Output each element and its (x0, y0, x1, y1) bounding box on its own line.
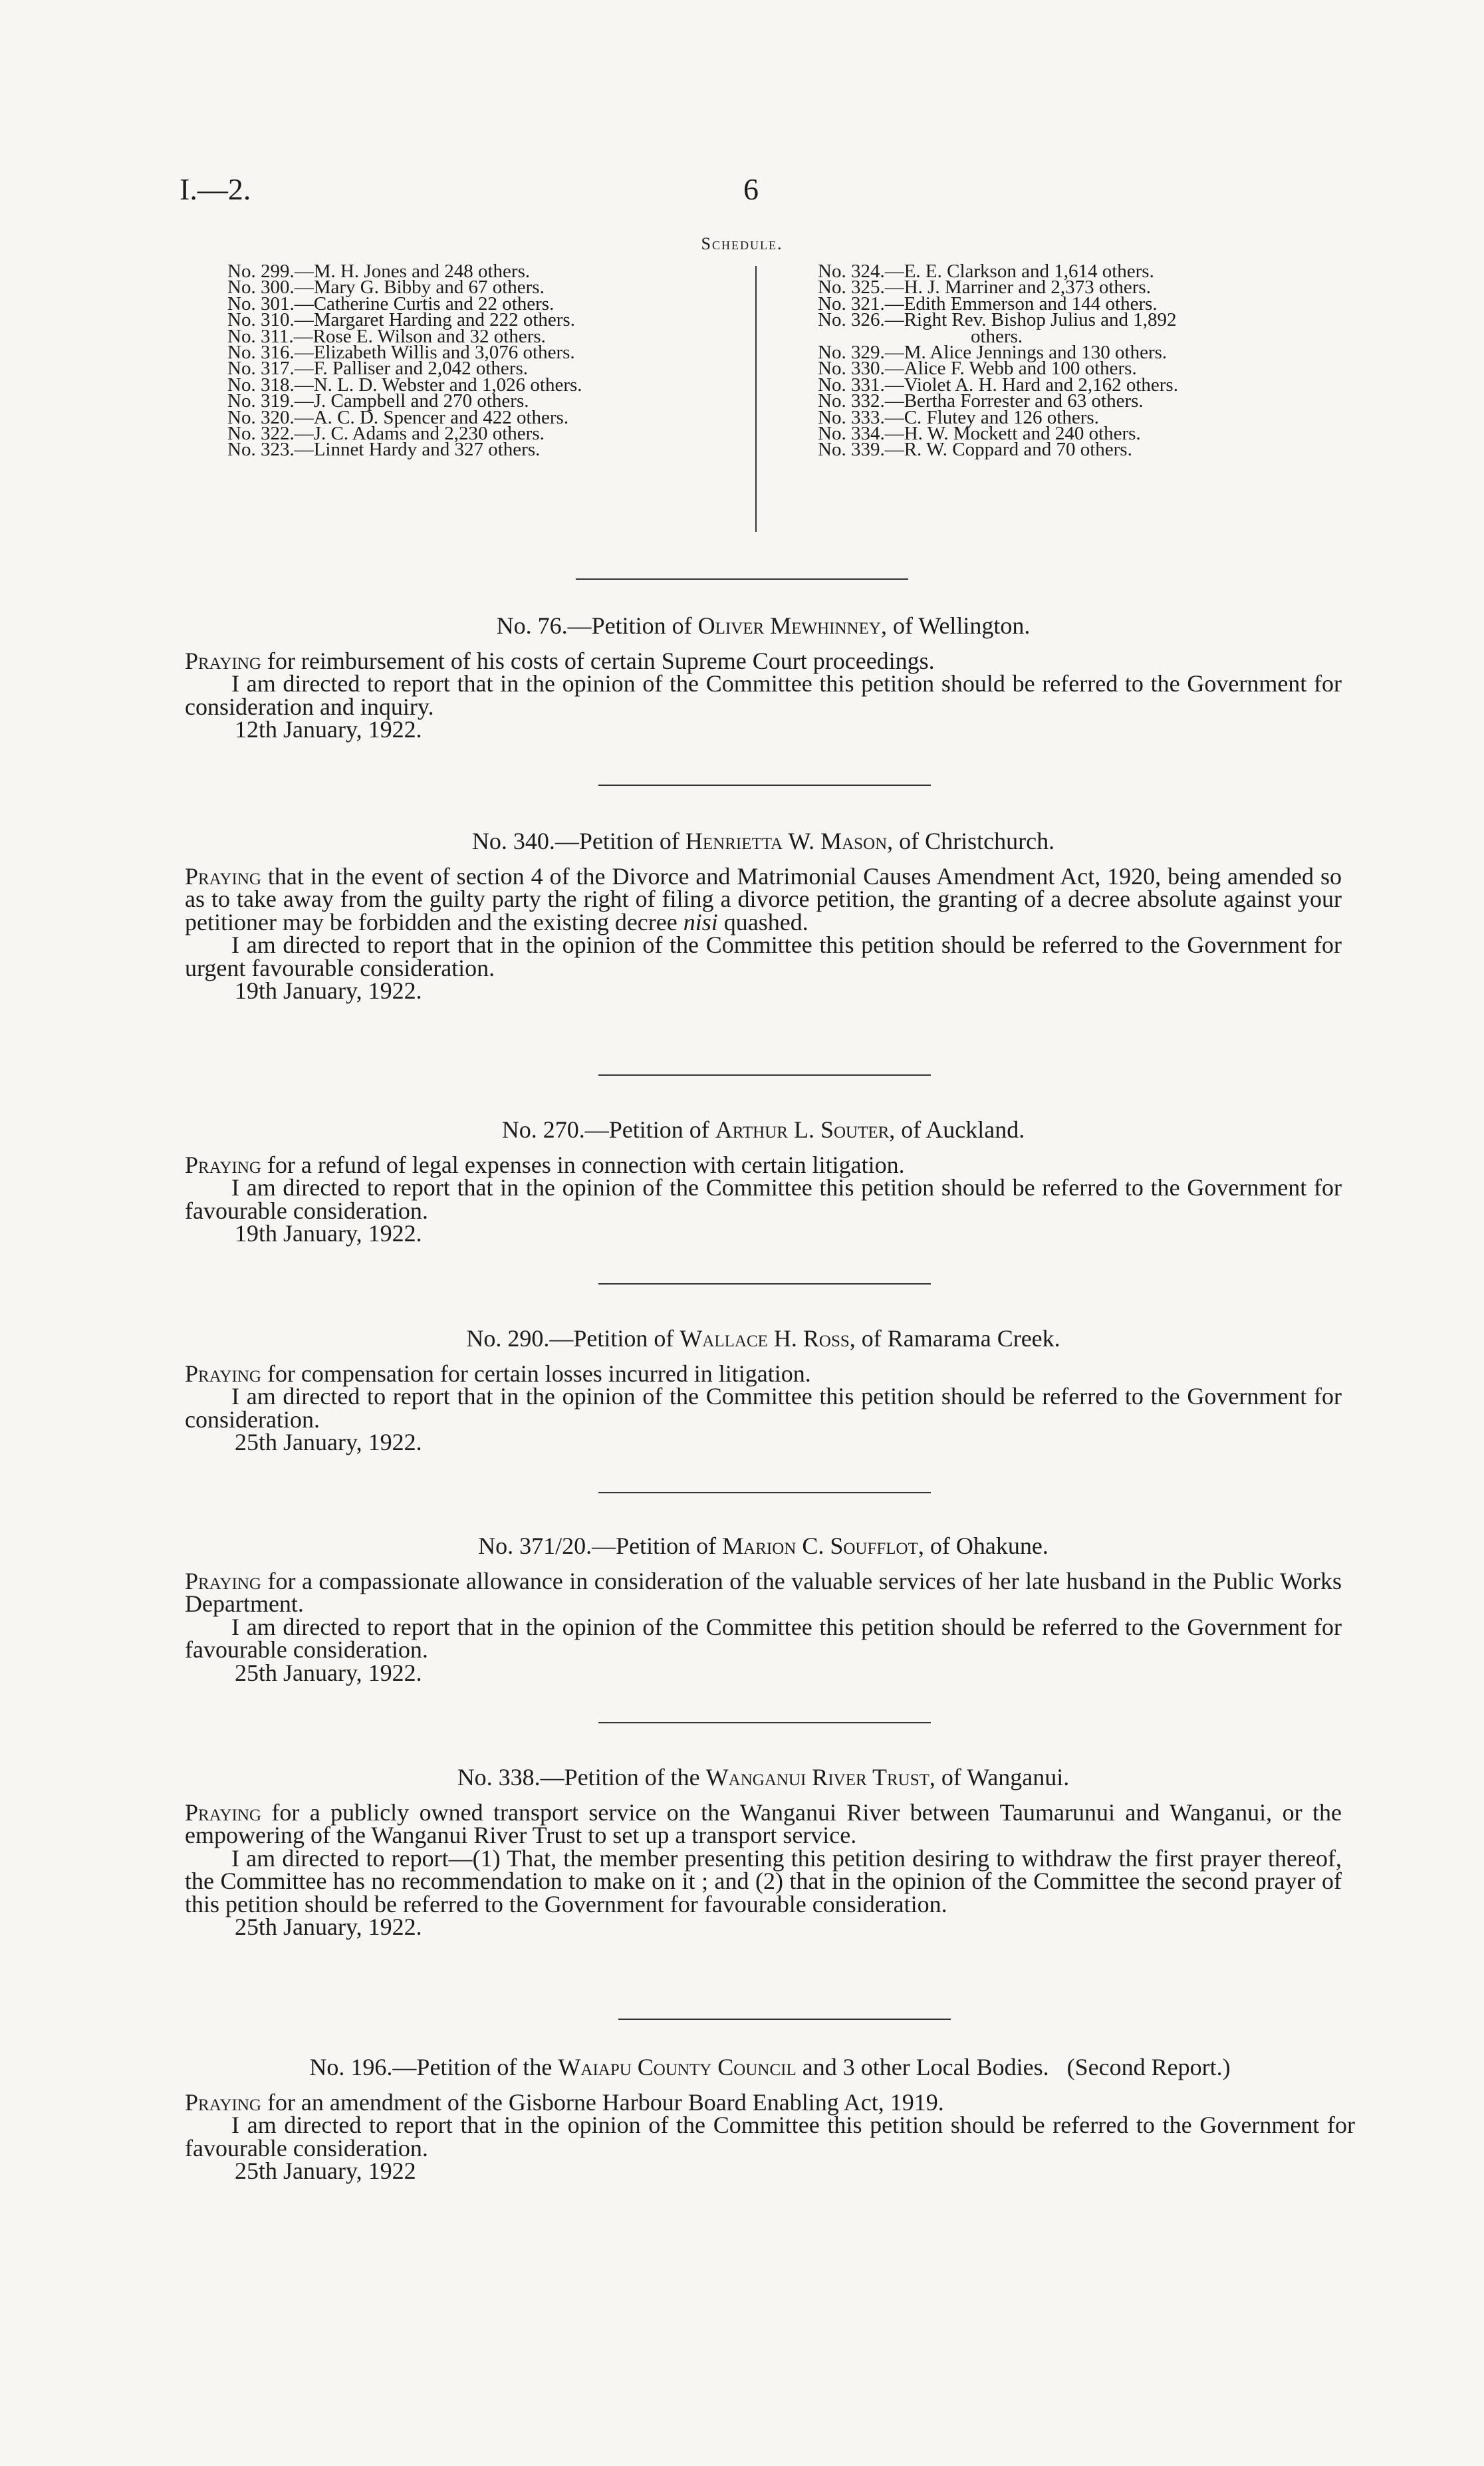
section-rule (598, 1283, 931, 1285)
schedule-entry: No. 319.—J. Campbell and 270 others. (227, 390, 529, 412)
petition-prayer: Praying that in the event of section 4 of the Divorce and Matrimonial Causes Amendment Act, 1920, being amended so as to take away from the guilty party the right of filing a divorce petition, the granting of a decree absolute against your petitioner may be forbidden and the existing decree nisi quashed. (185, 862, 1342, 935)
petition-heading: No. 338.—Petition of the Wanganui River Trust, of Wanganui. (457, 1764, 1070, 1790)
schedule-entry: No. 324.—E. E. Clarkson and 1,614 others. (818, 261, 1154, 282)
petitioner-name: Wallace H. Ross (680, 1325, 850, 1352)
schedule-entry: No. 300.—Mary G. Bibby and 67 others. (227, 277, 545, 299)
schedule-entry: No. 334.—H. W. Mockett and 240 others. (818, 423, 1141, 445)
schedule-entry: No. 330.—Alice F. Webb and 100 others. (818, 358, 1137, 380)
schedule-entry: No. 323.—Linnet Hardy and 327 others. (227, 439, 541, 461)
schedule-entry-continuation: others. (971, 325, 1023, 347)
document-reference: I.—2. (180, 172, 251, 206)
section-rule (598, 1722, 931, 1723)
schedule-entry: No. 311.—Rose E. Wilson and 32 others. (227, 325, 546, 347)
report-date: 25th January, 1922. (235, 1913, 422, 1940)
petitioner-name: Henrietta W. Mason (685, 828, 888, 854)
petition-prayer: Praying for compensation for certain losses incurred in litigation. (185, 1360, 811, 1387)
schedule-entry: No. 317.—F. Palliser and 2,042 others. (227, 358, 528, 380)
committee-report: I am directed to report that in the opinion of the Committee this petition should be referred to the Government for urgent favourable consideration. (185, 931, 1342, 981)
schedule-divider (755, 266, 757, 532)
schedule-entry: No. 322.—J. C. Adams and 2,230 others. (227, 423, 545, 445)
committee-report: I am directed to report that in the opinion of the Committee this petition should be referred to the Government for favourable consideration. (185, 1613, 1342, 1663)
schedule-left-column (227, 261, 746, 461)
schedule-entry: No. 310.—Margaret Harding and 222 others. (227, 309, 575, 331)
schedule-entry: No. 332.—Bertha Forrester and 63 others. (818, 390, 1144, 412)
report-date: 25th January, 1922 (235, 2158, 416, 2184)
schedule-entry: No. 326.—Right Rev. Bishop Julius and 1,892 (818, 309, 1177, 331)
petitioner-name: Oliver Mewhinney (697, 612, 881, 639)
petition-heading: No. 290.—Petition of Wallace H. Ross, of Ramarama Creek. (466, 1325, 1060, 1352)
report-date: 25th January, 1922. (235, 1659, 422, 1686)
schedule-entry: No. 321.—Edith Emmerson and 144 others. (818, 293, 1158, 314)
report-date: 19th January, 1922. (235, 1220, 422, 1247)
petition-prayer: Praying for an amendment of the Gisborne Harbour Board Enabling Act, 1919. (185, 2088, 944, 2116)
schedule-entry: No. 316.—Elizabeth Willis and 3,076 others. (227, 342, 575, 364)
petitioner-name: Waiapu County Council (558, 2054, 797, 2080)
schedule-entry: No. 331.—Violet A. H. Hard and 2,162 others. (818, 374, 1178, 396)
petition-prayer: Praying for a compassionate allowance in consideration of the valuable services of her late husband in the Public Works Department. (185, 1567, 1342, 1617)
petition-prayer: Praying for reimbursement of his costs of certain Supreme Court proceedings. (185, 647, 935, 674)
schedule-right-column (818, 261, 1350, 461)
petitioner-name: Wanganui River Trust (705, 1764, 929, 1790)
schedule-entry: No. 333.—C. Flutey and 126 others. (818, 406, 1099, 428)
schedule-entry: No. 299.—M. H. Jones and 248 others. (227, 261, 531, 282)
section-rule (598, 1074, 931, 1076)
committee-report: I am directed to report that in the opinion of the Committee this petition should be referred to the Government for favourable consideration. (185, 2112, 1355, 2161)
section-rule (618, 2019, 951, 2020)
petition-heading: No. 270.—Petition of Arthur L. Souter, of Auckland. (501, 1116, 1025, 1143)
schedule-entry: No. 325.—H. J. Marriner and 2,373 others. (818, 277, 1151, 299)
petition-heading: No. 371/20.—Petition of Marion C. Soufflot, of Ohakune. (478, 1533, 1049, 1559)
schedule-entry: No. 318.—N. L. D. Webster and 1,026 others. (227, 374, 582, 396)
section-rule (598, 1492, 931, 1493)
petition-prayer: Praying for a refund of legal expenses in connection with certain litigation. (185, 1151, 905, 1178)
petitioner-name: Marion C. Soufflot (722, 1533, 918, 1559)
schedule-title: Schedule. (701, 234, 783, 253)
report-date: 12th January, 1922. (235, 716, 422, 743)
petition-section (185, 2056, 1355, 2183)
schedule-entry: No. 329.—M. Alice Jennings and 130 others. (818, 342, 1168, 364)
petition-section (185, 1118, 1342, 1245)
petition-section (185, 830, 1342, 1003)
petition-heading: No. 340.—Petition of Henrietta W. Mason, of Christchurch. (471, 828, 1055, 854)
schedule-entry: No. 301.—Catherine Curtis and 22 others. (227, 293, 555, 314)
section-rule (576, 578, 908, 580)
committee-report: I am directed to report—(1) That, the member presenting this petition desiring to withdraw the first prayer thereof, the Committee has no recommendation to make on it ; and (2) that in the opinion of the Committee the second prayer of this petition should be referred to the Government for favourable consideration. (185, 1844, 1342, 1917)
page-number: 6 (743, 172, 759, 206)
petition-section (185, 614, 1342, 741)
report-date: 25th January, 1922. (235, 1429, 422, 1455)
petition-heading: No. 76.—Petition of Oliver Mewhinney, of Wellington. (496, 612, 1031, 639)
committee-report: I am directed to report that in the opinion of the Committee this petition should be referred to the Government for favourable consideration. (185, 1174, 1342, 1224)
petition-section (185, 1327, 1342, 1454)
schedule-entry: No. 339.—R. W. Coppard and 70 others. (818, 439, 1132, 461)
petitioner-name: Arthur L. Souter (715, 1116, 890, 1143)
report-date: 19th January, 1922. (235, 977, 422, 1004)
committee-report: I am directed to report that in the opinion of the Committee this petition should be referred to the Government for consideration. (185, 1383, 1342, 1433)
schedule-entry: No. 320.—A. C. D. Spencer and 422 others. (227, 406, 569, 428)
committee-report: I am directed to report that in the opinion of the Committee this petition should be referred to the Government for consideration and inquiry. (185, 670, 1342, 720)
petition-prayer: Praying for a publicly owned transport service on the Wanganui River between Taumarunui and Wanganui, or the empowering of the Wanganui River Trust to set up a transport service. (185, 1798, 1342, 1848)
petition-heading: No. 196.—Petition of the Waiapu County Council and 3 other Local Bodies. (Second Report.) (309, 2054, 1231, 2080)
petition-section (185, 1535, 1342, 1684)
section-rule (598, 785, 931, 786)
petition-section (185, 1766, 1342, 1939)
